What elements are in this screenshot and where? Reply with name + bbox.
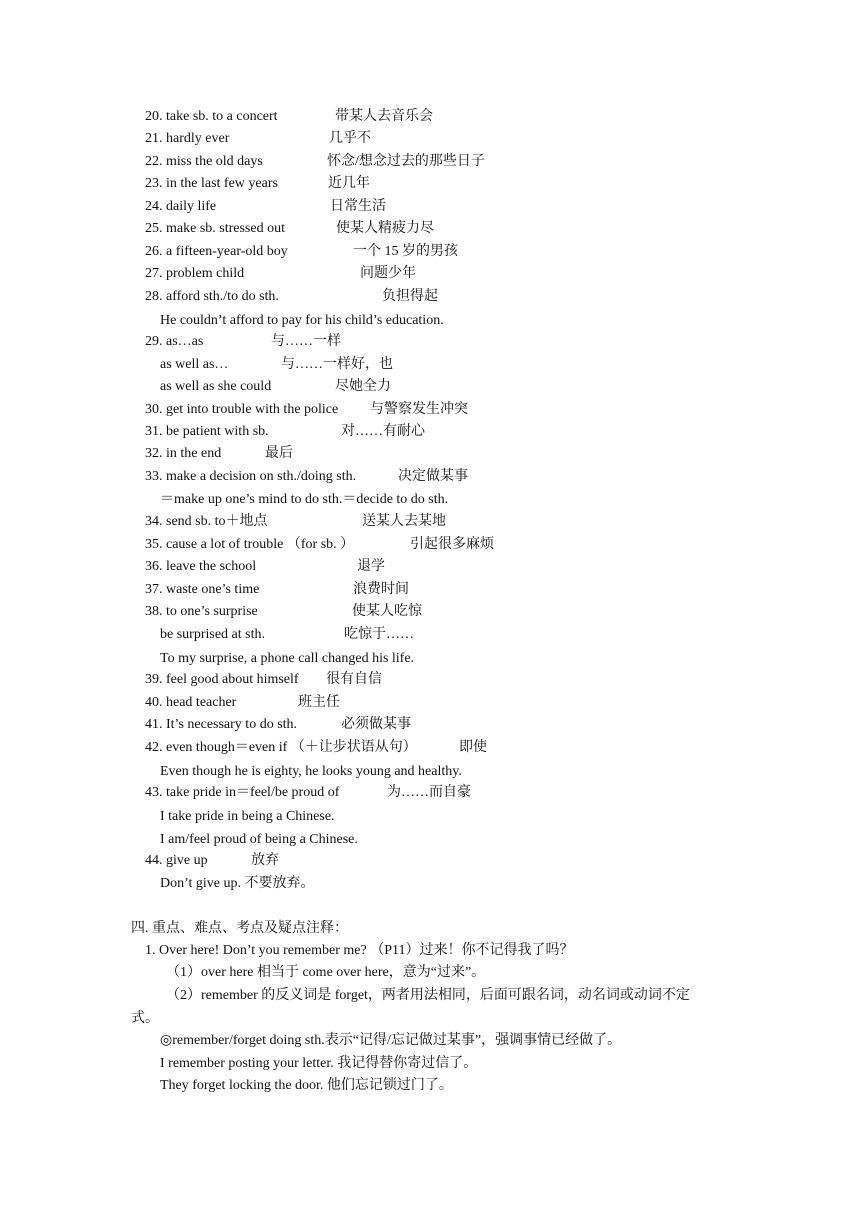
vocab-chinese: 班主任	[298, 695, 340, 710]
vocab-item	[145, 199, 216, 215]
vocab-english: 24. daily life	[145, 199, 217, 214]
vocab-english: 31. be patient with sb.	[145, 424, 269, 439]
vocab-chinese: 最后	[265, 446, 293, 461]
vocab-item	[336, 221, 434, 237]
vocab-english: 35. cause a lot of trouble （for sb. ）	[145, 537, 355, 552]
example-sentence: I am/feel proud of being a Chinese.	[160, 832, 358, 847]
section-heading: 四. 重点、难点、考点及疑点注释：	[131, 921, 348, 936]
vocab-chinese: 问题少年	[360, 266, 416, 281]
vocab-item	[341, 717, 411, 733]
vocab-chinese: 一个 15 岁的男孩	[353, 244, 458, 259]
vocab-english: 32. in the end	[145, 446, 222, 461]
vocab-chinese: 怀念/想念过去的那些日子	[327, 154, 485, 169]
vocab-item	[145, 582, 259, 598]
note-line: （2）remember 的反义词是 forget，两者用法相同，后面可跟名词，动名词或动词不定	[166, 988, 690, 1003]
vocab-chinese: 很有自信	[326, 672, 382, 687]
note-line: ◎remember/forget doing sth.表示“记得/忘记做过某事”，强调事情已经做了。	[160, 1033, 622, 1048]
vocab-english: as well as she could	[160, 379, 272, 394]
vocab-item	[387, 785, 471, 801]
note-line: （1）over here 相当于 come over here，意为“过来”。	[166, 965, 486, 980]
vocab-item	[145, 785, 339, 801]
vocab-item	[410, 537, 494, 553]
vocab-chinese: 尽她全力	[335, 379, 391, 394]
vocab-item	[145, 695, 236, 711]
vocab-english: 25. make sb. stressed out	[145, 221, 285, 236]
vocab-item	[145, 717, 297, 733]
vocab-english: 39. feel good about himself	[145, 672, 299, 687]
vocab-item	[145, 559, 256, 575]
vocab-english: 27. problem child	[145, 266, 245, 281]
vocab-item	[298, 695, 340, 711]
vocab-item	[145, 154, 263, 170]
vocab-item	[344, 627, 414, 643]
vocab-chinese: 日常生活	[330, 199, 386, 214]
vocab-english: 36. leave the school	[145, 559, 257, 574]
vocab-chinese: 送某人去某地	[362, 514, 446, 529]
vocab-item	[370, 402, 468, 418]
note-line: They forget locking the door. 他们忘记锁过门了。	[160, 1078, 453, 1093]
vocab-english: 34. send sb. to＋地点	[145, 514, 268, 529]
vocab-chinese: 退学	[357, 559, 385, 574]
vocab-chinese: 负担得起	[382, 289, 438, 304]
vocab-english: 20. take sb. to a concert	[145, 109, 278, 124]
vocab-english: 29. as…as	[145, 334, 204, 349]
vocab-item	[251, 853, 279, 869]
vocab-item	[330, 199, 386, 215]
vocab-item	[353, 582, 409, 598]
vocab-english: 40. head teacher	[145, 695, 237, 710]
note-line: 式。	[131, 1011, 159, 1026]
vocab-chinese: 与……一样	[271, 334, 341, 349]
vocab-item	[145, 402, 338, 418]
vocab-chinese: 放弃	[251, 853, 279, 868]
vocab-chinese: 带某人去音乐会	[335, 109, 433, 124]
vocab-item	[160, 357, 228, 373]
vocab-english: 44. give up	[145, 853, 208, 868]
vocab-chinese: 使某人吃惊	[352, 604, 422, 619]
vocab-item	[265, 446, 293, 462]
vocab-chinese: 近几年	[328, 176, 370, 191]
vocab-english: 41. It’s necessary to do sth.	[145, 717, 298, 732]
example-sentence: Even though he is eighty, he looks young and healthy.	[160, 764, 462, 779]
vocab-item	[145, 266, 244, 282]
vocab-english: 21. hardly ever	[145, 131, 230, 146]
vocab-chinese: 几乎不	[329, 131, 371, 146]
vocab-item	[329, 131, 371, 147]
note-line: I remember posting your letter. 我记得替你寄过信了。	[160, 1056, 478, 1071]
vocab-english: 23. in the last few years	[145, 176, 278, 191]
vocab-item	[360, 266, 416, 282]
vocab-item	[145, 109, 278, 125]
vocab-item	[160, 379, 271, 395]
vocab-item	[145, 244, 288, 260]
vocab-item	[335, 379, 391, 395]
vocab-item	[271, 334, 341, 350]
vocab-item	[145, 604, 258, 620]
vocab-item	[352, 604, 422, 620]
vocab-item	[145, 446, 221, 462]
vocab-chinese: 对……有耐心	[341, 424, 425, 439]
vocab-english: 28. afford sth./to do sth.	[145, 289, 279, 304]
vocab-item	[145, 740, 417, 756]
vocab-item	[353, 244, 458, 260]
vocab-item	[327, 154, 485, 170]
vocab-english: 22. miss the old days	[145, 154, 263, 169]
vocab-chinese: 与……一样好，也	[281, 357, 393, 372]
vocab-english: as well as…	[160, 357, 229, 372]
vocab-english: 30. get into trouble with the police	[145, 402, 339, 417]
vocab-chinese: 使某人精疲力尽	[336, 221, 434, 236]
vocab-item	[145, 221, 285, 237]
vocab-item	[341, 424, 425, 440]
vocab-item	[145, 176, 278, 192]
example-sentence: To my surprise, a phone call changed his life.	[160, 651, 415, 666]
vocab-chinese: 引起很多麻烦	[410, 537, 494, 552]
vocab-item	[145, 514, 268, 530]
vocab-chinese: 为……而自豪	[387, 785, 471, 800]
vocab-item	[335, 109, 433, 125]
vocab-english: 26. a fifteen-year-old boy	[145, 244, 288, 259]
vocab-item	[145, 537, 354, 553]
vocab-item	[382, 289, 438, 305]
example-sentence: I take pride in being a Chinese.	[160, 809, 335, 824]
vocab-item	[398, 469, 468, 485]
vocab-item	[145, 424, 269, 440]
vocab-item	[160, 627, 265, 643]
vocab-item	[145, 334, 203, 350]
vocab-chinese: 决定做某事	[398, 469, 468, 484]
vocab-english: 33. make a decision on sth./doing sth.	[145, 469, 357, 484]
vocab-english: 38. to one’s surprise	[145, 604, 258, 619]
vocab-item	[357, 559, 385, 575]
note-line: 1. Over here! Don’t you remember me? （P11）过来！你不记得我了吗？	[145, 943, 574, 958]
vocab-english: 42. even though＝even if （＋让步状语从句）	[145, 740, 417, 755]
vocab-english: be surprised at sth.	[160, 627, 265, 642]
vocab-item	[145, 131, 229, 147]
example-sentence: ＝make up one’s mind to do sth.＝decide to do sth.	[160, 492, 449, 507]
vocab-chinese: 浪费时间	[353, 582, 409, 597]
vocab-item	[145, 289, 279, 305]
example-sentence: Don’t give up. 不要放弃。	[160, 876, 315, 891]
vocab-item	[281, 357, 393, 373]
vocab-english: 37. waste one’s time	[145, 582, 260, 597]
vocab-item	[145, 853, 208, 869]
vocab-item	[326, 672, 382, 688]
example-sentence: He couldn’t afford to pay for his child’s education.	[160, 313, 444, 328]
vocab-item	[145, 672, 299, 688]
vocab-chinese: 与警察发生冲突	[370, 402, 468, 417]
vocab-item	[362, 514, 446, 530]
vocab-chinese: 必须做某事	[341, 717, 411, 732]
vocab-item	[145, 469, 356, 485]
vocab-item	[328, 176, 370, 192]
vocab-item	[459, 740, 487, 756]
vocab-chinese: 吃惊于……	[344, 627, 414, 642]
vocab-chinese: 即使	[459, 740, 487, 755]
vocab-english: 43. take pride in＝feel/be proud of	[145, 785, 340, 800]
